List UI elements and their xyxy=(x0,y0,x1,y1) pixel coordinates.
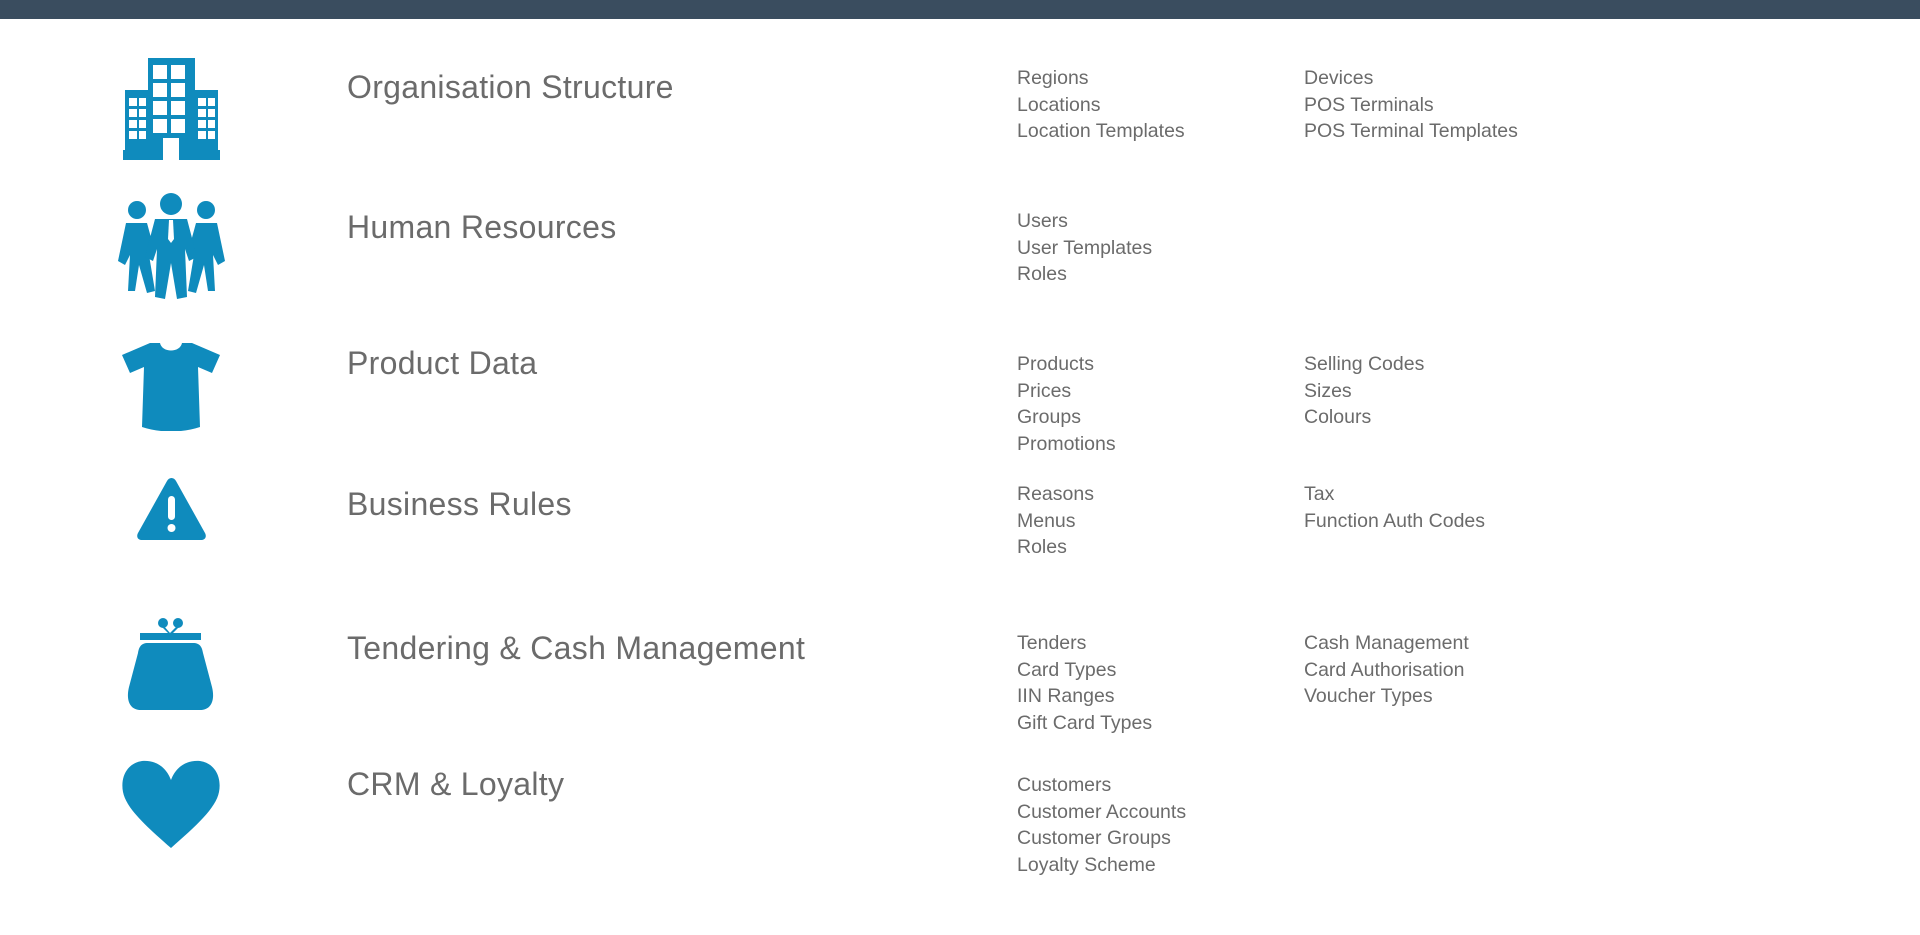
link-colours[interactable]: Colours xyxy=(1304,406,1372,429)
link-users[interactable]: Users xyxy=(1017,210,1068,232)
link-list-primary xyxy=(1017,65,1185,145)
link-card-authorisation[interactable]: Card Authorisation xyxy=(1304,658,1465,681)
building-icon xyxy=(123,58,220,160)
link-devices[interactable]: Devices xyxy=(1304,67,1374,89)
link-list-secondary xyxy=(1304,65,1518,145)
link-iin-ranges[interactable]: IIN Ranges xyxy=(1017,685,1115,708)
section-title: Organisation Structure xyxy=(347,69,674,105)
link-voucher-types[interactable]: Voucher Types xyxy=(1304,685,1433,708)
section-title: Human Resources xyxy=(347,209,617,245)
link-list-secondary xyxy=(1304,630,1469,710)
link-tenders[interactable]: Tenders xyxy=(1017,632,1087,654)
link-tax[interactable]: Tax xyxy=(1304,483,1335,505)
link-reasons[interactable]: Reasons xyxy=(1017,483,1094,505)
link-menus[interactable]: Menus xyxy=(1017,509,1076,532)
link-list-primary xyxy=(1017,481,1094,561)
link-selling-codes[interactable]: Selling Codes xyxy=(1304,353,1425,375)
section-title: Business Rules xyxy=(347,486,572,522)
purse-icon xyxy=(126,617,215,710)
section-title: Tendering & Cash Management xyxy=(347,630,806,666)
link-list-primary xyxy=(1017,630,1152,736)
link-list-primary xyxy=(1017,208,1152,288)
people-icon xyxy=(115,193,228,299)
link-loyalty-scheme[interactable]: Loyalty Scheme xyxy=(1017,853,1156,876)
tshirt-icon xyxy=(122,343,220,431)
top-header-bar xyxy=(0,0,1920,19)
link-pos-terminals[interactable]: POS Terminals xyxy=(1304,93,1434,116)
link-list-secondary xyxy=(1304,351,1424,431)
link-promotions[interactable]: Promotions xyxy=(1017,432,1116,455)
link-pos-terminal-templates[interactable]: POS Terminal Templates xyxy=(1304,120,1518,143)
link-location-templates[interactable]: Location Templates xyxy=(1017,120,1185,143)
link-locations[interactable]: Locations xyxy=(1017,93,1101,116)
link-groups[interactable]: Groups xyxy=(1017,406,1081,429)
link-gift-card-types[interactable]: Gift Card Types xyxy=(1017,711,1153,734)
link-customers[interactable]: Customers xyxy=(1017,774,1112,796)
link-prices[interactable]: Prices xyxy=(1017,379,1072,402)
link-sizes[interactable]: Sizes xyxy=(1304,379,1352,402)
link-card-types[interactable]: Card Types xyxy=(1017,658,1117,681)
link-customer-accounts[interactable]: Customer Accounts xyxy=(1017,800,1187,823)
section-title: CRM & Loyalty xyxy=(347,766,565,802)
link-products[interactable]: Products xyxy=(1017,353,1094,375)
warning-icon xyxy=(137,478,206,540)
link-list-primary xyxy=(1017,351,1116,457)
heart-icon xyxy=(122,760,220,848)
link-list-secondary xyxy=(1304,481,1485,534)
link-function-auth-codes[interactable]: Function Auth Codes xyxy=(1304,509,1486,532)
link-regions[interactable]: Regions xyxy=(1017,67,1089,89)
section-title: Product Data xyxy=(347,345,538,381)
link-user-templates[interactable]: User Templates xyxy=(1017,236,1153,259)
link-cash-management[interactable]: Cash Management xyxy=(1304,632,1469,654)
link-roles[interactable]: Roles xyxy=(1017,536,1067,559)
link-roles[interactable]: Roles xyxy=(1017,263,1067,286)
link-customer-groups[interactable]: Customer Groups xyxy=(1017,827,1171,850)
link-list-primary xyxy=(1017,772,1186,878)
